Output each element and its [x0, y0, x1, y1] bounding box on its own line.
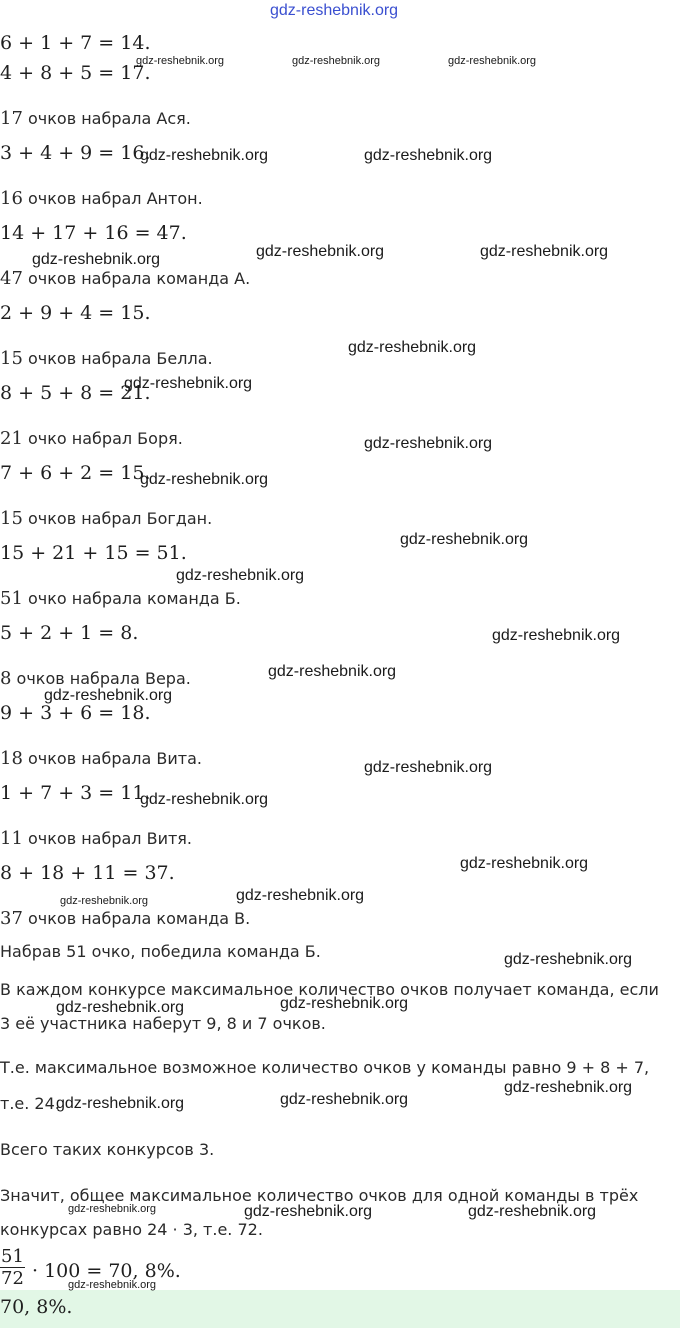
- watermark: gdz-reshebnik.org: [280, 995, 409, 1012]
- result-text: очко набрала команда Б.: [22, 589, 241, 608]
- fraction: [0, 1246, 25, 1289]
- watermark: gdz-reshebnik.org: [292, 55, 381, 67]
- equation-line: 8 + 5 + 8 = 21.: [0, 382, 151, 404]
- watermark: gdz-reshebnik.org: [236, 887, 365, 904]
- result-text: очков набрал Богдан.: [22, 509, 213, 528]
- watermark: gdz-reshebnik.org: [480, 243, 609, 260]
- explanation-paragraph: т.е. 24.: [0, 1094, 60, 1113]
- result-number: 47: [0, 268, 23, 289]
- watermark: gdz-reshebnik.org: [56, 1095, 185, 1112]
- result-text: очков набрала Белла.: [22, 349, 213, 368]
- equation-line: 7 + 6 + 2 = 15.: [0, 462, 151, 484]
- watermark: gdz-reshebnik.org: [32, 251, 161, 268]
- winner-paragraph: Набрав 51 очко, победила команда Б.: [0, 942, 321, 961]
- result-number: 8: [0, 668, 12, 689]
- result-line: [0, 750, 202, 768]
- explanation-paragraph: В каждом конкурсе максимальное количество очков получает команда, если: [0, 980, 659, 999]
- result-text: очков набрала команда А.: [22, 269, 251, 288]
- watermark: gdz-reshebnik.org: [176, 567, 305, 584]
- result-line: [0, 430, 183, 448]
- result-line: [0, 590, 241, 608]
- equation-line: 4 + 8 + 5 = 17.: [0, 62, 151, 84]
- explanation-paragraph: Т.е. максимальное возможное количество очков у команды равно 9 + 8 + 7,: [0, 1058, 650, 1077]
- equation-line: 9 + 3 + 6 = 18.: [0, 702, 151, 724]
- watermark: gdz-reshebnik.org: [256, 243, 385, 260]
- watermark: gdz-reshebnik.org: [244, 1203, 373, 1220]
- fraction-denominator: 72: [1, 1268, 24, 1289]
- result-number: 21: [0, 428, 23, 449]
- watermark: gdz-reshebnik.org: [400, 531, 529, 548]
- result-number: 17: [0, 108, 23, 129]
- answer-box: [0, 1290, 680, 1328]
- watermark: gdz-reshebnik.org: [140, 471, 269, 488]
- watermark: gdz-reshebnik.org: [68, 1203, 157, 1215]
- watermark: gdz-reshebnik.org: [468, 1203, 597, 1220]
- result-number: 15: [0, 508, 23, 529]
- equation-line: 6 + 1 + 7 = 14.: [0, 32, 151, 54]
- watermark: gdz-reshebnik.org: [60, 895, 149, 907]
- result-line: [0, 510, 212, 528]
- result-line: [0, 110, 191, 128]
- watermark: gdz-reshebnik.org: [56, 999, 185, 1016]
- watermark: gdz-reshebnik.org: [140, 791, 269, 808]
- equation-line: 3 + 4 + 9 = 16.: [0, 142, 151, 164]
- result-number: 51: [0, 588, 23, 609]
- result-text: очков набрала Вита.: [22, 749, 202, 768]
- result-line: [0, 270, 250, 288]
- result-line: [0, 190, 203, 208]
- equation-line: 5 + 2 + 1 = 8.: [0, 622, 139, 644]
- fraction-result: · 100 = 70, 8%.: [32, 1260, 181, 1282]
- equation-line: 14 + 17 + 16 = 47.: [0, 222, 187, 244]
- result-text: очков набрала Ася.: [22, 109, 191, 128]
- result-line: [0, 910, 250, 928]
- result-text: очков набрала Вера.: [11, 669, 191, 688]
- watermark: gdz-reshebnik.org: [460, 855, 589, 872]
- explanation-paragraph: Значит, общее максимальное количество очков для одной команды в трёх: [0, 1186, 639, 1205]
- result-line: [0, 830, 192, 848]
- explanation-paragraph: конкурсах равно 24 · 3, т.е. 72.: [0, 1220, 263, 1239]
- result-number: 16: [0, 188, 23, 209]
- result-number: 11: [0, 828, 23, 849]
- explanation-paragraph: Всего таких конкурсов 3.: [0, 1140, 215, 1159]
- watermark: gdz-reshebnik.org: [364, 435, 493, 452]
- equation-line: 1 + 7 + 3 = 11.: [0, 782, 151, 804]
- fraction-numerator: 51: [1, 1246, 24, 1267]
- result-text: очко набрал Боря.: [22, 429, 183, 448]
- result-text: очков набрал Антон.: [22, 189, 203, 208]
- watermark: gdz-reshebnik.org: [448, 55, 537, 67]
- explanation-paragraph: 3 её участника наберут 9, 8 и 7 очков.: [0, 1014, 326, 1033]
- answer-value: 70, 8%.: [0, 1296, 73, 1318]
- result-number: 37: [0, 908, 23, 929]
- result-line: [0, 350, 213, 368]
- result-text: очков набрал Витя.: [22, 829, 193, 848]
- watermark: gdz-reshebnik.org: [68, 1279, 157, 1291]
- result-number: 15: [0, 348, 23, 369]
- equation-line: 2 + 9 + 4 = 15.: [0, 302, 151, 324]
- equation-line: 15 + 21 + 15 = 51.: [0, 542, 187, 564]
- watermark: gdz-reshebnik.org: [504, 951, 633, 968]
- equation-line: 8 + 18 + 11 = 37.: [0, 862, 175, 884]
- watermark: gdz-reshebnik.org: [364, 147, 493, 164]
- watermark: gdz-reshebnik.org: [364, 759, 493, 776]
- watermark: gdz-reshebnik.org: [44, 687, 173, 704]
- result-number: 18: [0, 748, 23, 769]
- watermark: gdz-reshebnik.org: [268, 663, 397, 680]
- watermark: gdz-reshebnik.org: [140, 147, 269, 164]
- watermark: gdz-reshebnik.org: [124, 375, 253, 392]
- watermark: gdz-reshebnik.org: [348, 339, 477, 356]
- result-text: очков набрала команда В.: [22, 909, 251, 928]
- watermark: gdz-reshebnik.org: [504, 1079, 633, 1096]
- watermark: gdz-reshebnik.org: [280, 1091, 409, 1108]
- result-line: [0, 670, 191, 688]
- watermark: gdz-reshebnik.org: [136, 55, 225, 67]
- watermark-header: gdz-reshebnik.org: [270, 2, 399, 19]
- watermark: gdz-reshebnik.org: [492, 627, 621, 644]
